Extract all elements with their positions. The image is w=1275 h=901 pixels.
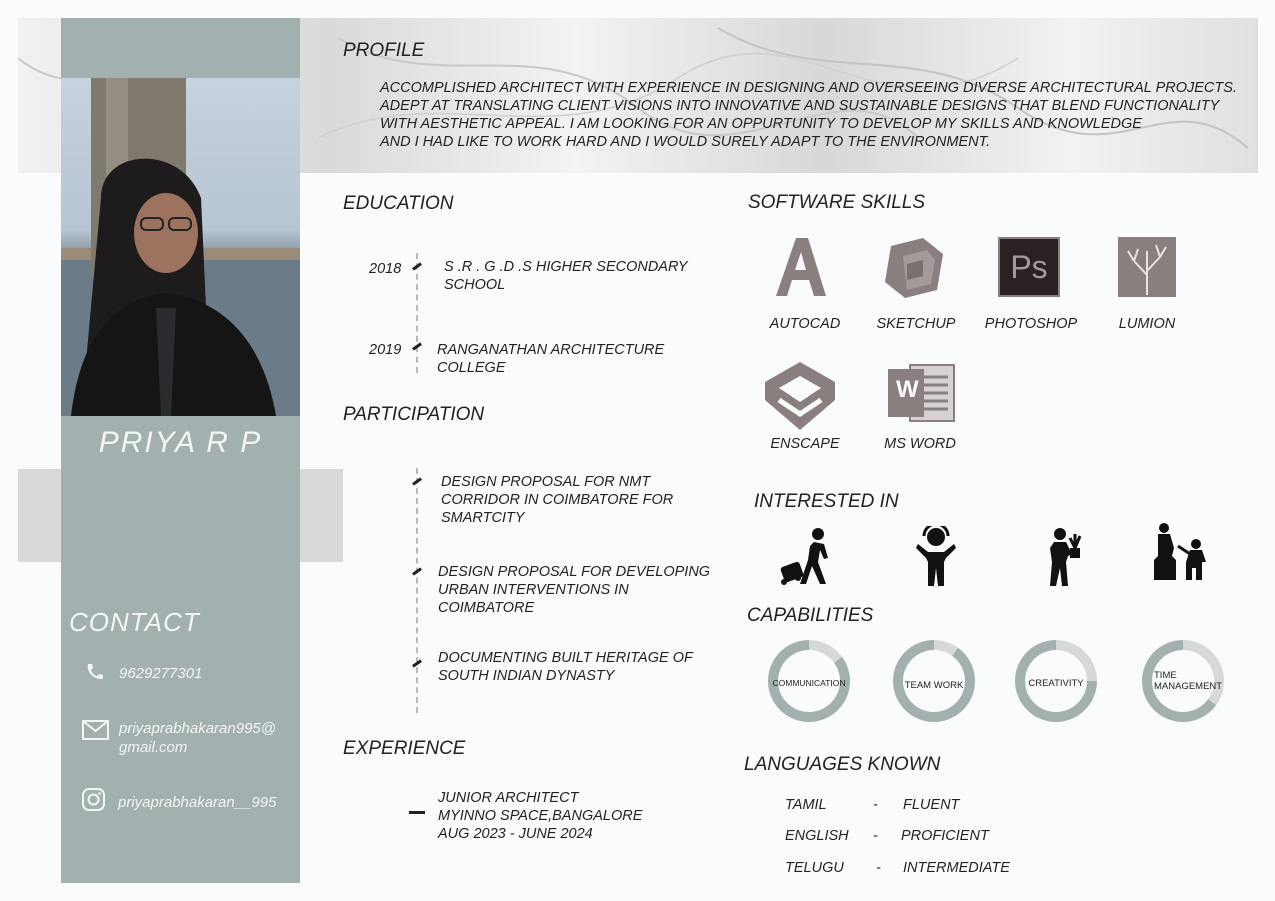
email-address[interactable] <box>119 719 276 757</box>
participation-timeline <box>416 468 418 713</box>
education-school: S .R . G .D .S HIGHER SECONDARY <box>444 259 688 275</box>
profile-title: PROFILE <box>343 40 425 61</box>
software-label: AUTOCAD <box>769 316 841 332</box>
language-separator: - <box>876 860 881 876</box>
profile-line: ADEPT AT TRANSLATING CLIENT VISIONS INTO INNOVATIVE AND SUSTAINABLE DESIGNS THAT BLEND FUNCTIONALITY <box>380 98 1220 114</box>
capability-label-line: MANAGEMENT <box>1154 681 1223 692</box>
profile-photo <box>61 78 300 416</box>
capability-label <box>1154 670 1236 692</box>
email-icon <box>82 720 109 745</box>
traveling-icon <box>778 526 834 591</box>
gardening-icon <box>1046 526 1086 593</box>
instagram-icon <box>81 787 106 817</box>
capability-time-management <box>1142 640 1224 722</box>
participation-line: DESIGN PROPOSAL FOR DEVELOPING <box>438 564 711 580</box>
education-school: RANGANATHAN ARCHITECTURE <box>437 342 665 358</box>
email-line-1: priyaprabhakaran995@ <box>119 720 276 737</box>
participation-line: SMARTCITY <box>441 510 525 526</box>
sketchup-icon <box>883 236 945 305</box>
autocad-icon <box>772 236 828 303</box>
experience-marker <box>409 811 425 814</box>
software-title: SOFTWARE SKILLS <box>748 192 926 213</box>
capability-label: CREATIVITY <box>1028 678 1084 689</box>
education-year: 2019 <box>369 342 402 358</box>
participation-line: CORRIDOR IN COIMBATORE FOR <box>441 492 674 508</box>
education-item <box>444 258 688 294</box>
education-year: 2018 <box>369 261 402 277</box>
software-label: LUMION <box>1118 316 1176 332</box>
education-item <box>437 341 664 377</box>
participation-line: DOCUMENTING BUILT HERITAGE OF <box>438 650 693 666</box>
profile-text <box>380 79 1240 151</box>
capability-label: TEAM WORK <box>904 680 964 691</box>
language-name: ENGLISH <box>785 828 849 844</box>
language-name: TAMIL <box>785 797 827 813</box>
education-school-cont: COLLEGE <box>437 360 506 376</box>
software-label: MS WORD <box>884 436 956 452</box>
instagram-handle[interactable]: priyaprabhakaran__995 <box>118 794 277 811</box>
education-timeline <box>416 253 418 373</box>
profile-line: WITH AESTHETIC APPEAL. I AM LOOKING FOR AN OPPURTUNITY TO DEVELOP MY SKILLS AND KNOWLEDGE <box>380 116 1142 132</box>
participation-line: SOUTH INDIAN DYNASTY <box>438 668 615 684</box>
software-label: PHOTOSHOP <box>984 316 1078 332</box>
experience-title: EXPERIENCE <box>343 738 466 759</box>
capability-label-line: TIME <box>1154 670 1177 681</box>
lumion-icon <box>1118 237 1176 302</box>
participation-item <box>441 473 673 527</box>
music-icon <box>914 526 958 593</box>
photoshop-icon: Ps <box>998 237 1060 297</box>
ms-word-letter: W <box>896 376 919 403</box>
enscape-icon <box>763 360 837 437</box>
email-line-2: gmail.com <box>119 739 188 756</box>
participation-item <box>438 563 710 617</box>
participation-line: DESIGN PROPOSAL FOR NMT <box>441 474 651 490</box>
capability-team-work <box>893 640 975 722</box>
software-label: ENSCAPE <box>770 436 840 452</box>
experience-role: JUNIOR ARCHITECT <box>438 790 579 806</box>
capabilities-title: CAPABILITIES <box>747 605 874 626</box>
software-label: SKETCHUP <box>876 316 956 332</box>
language-level: FLUENT <box>903 797 960 813</box>
education-school-cont: SCHOOL <box>444 277 506 293</box>
experience-dates: AUG 2023 - JUNE 2024 <box>438 826 593 842</box>
capability-label: COMMUNICATION <box>772 678 846 688</box>
capability-communication <box>768 640 850 722</box>
language-level: INTERMEDIATE <box>903 860 1010 876</box>
profile-line: ACCOMPLISHED ARCHITECT WITH EXPERIENCE IN DESIGNING AND OVERSEEING DIVERSE ARCHITECTURAL PROJECTS. <box>380 80 1237 96</box>
experience-item <box>438 789 642 843</box>
interests-title: INTERESTED IN <box>754 491 899 512</box>
profile-line: AND I HAD LIKE TO WORK HARD AND I WOULD SURELY ADAPT TO THE ENVIRONMENT. <box>380 134 991 150</box>
language-separator: - <box>873 828 878 844</box>
art-icon <box>1152 522 1214 589</box>
capability-creativity <box>1015 640 1097 722</box>
languages-title: LANGUAGES KNOWN <box>744 754 941 775</box>
phone-icon <box>84 662 104 687</box>
language-name: TELUGU <box>785 860 844 876</box>
participation-item <box>438 649 693 685</box>
candidate-name: PRIYA R P <box>98 426 263 459</box>
language-separator: - <box>873 797 878 813</box>
participation-title: PARTICIPATION <box>343 404 485 425</box>
participation-line: URBAN INTERVENTIONS IN <box>438 582 629 598</box>
education-title: EDUCATION <box>343 193 454 214</box>
contact-title: CONTACT <box>69 607 200 637</box>
language-level: PROFICIENT <box>901 828 989 844</box>
participation-line: COIMBATORE <box>438 600 535 616</box>
experience-company: MYINNO SPACE,BANGALORE <box>438 808 643 824</box>
phone-number[interactable]: 9629277301 <box>119 665 203 682</box>
